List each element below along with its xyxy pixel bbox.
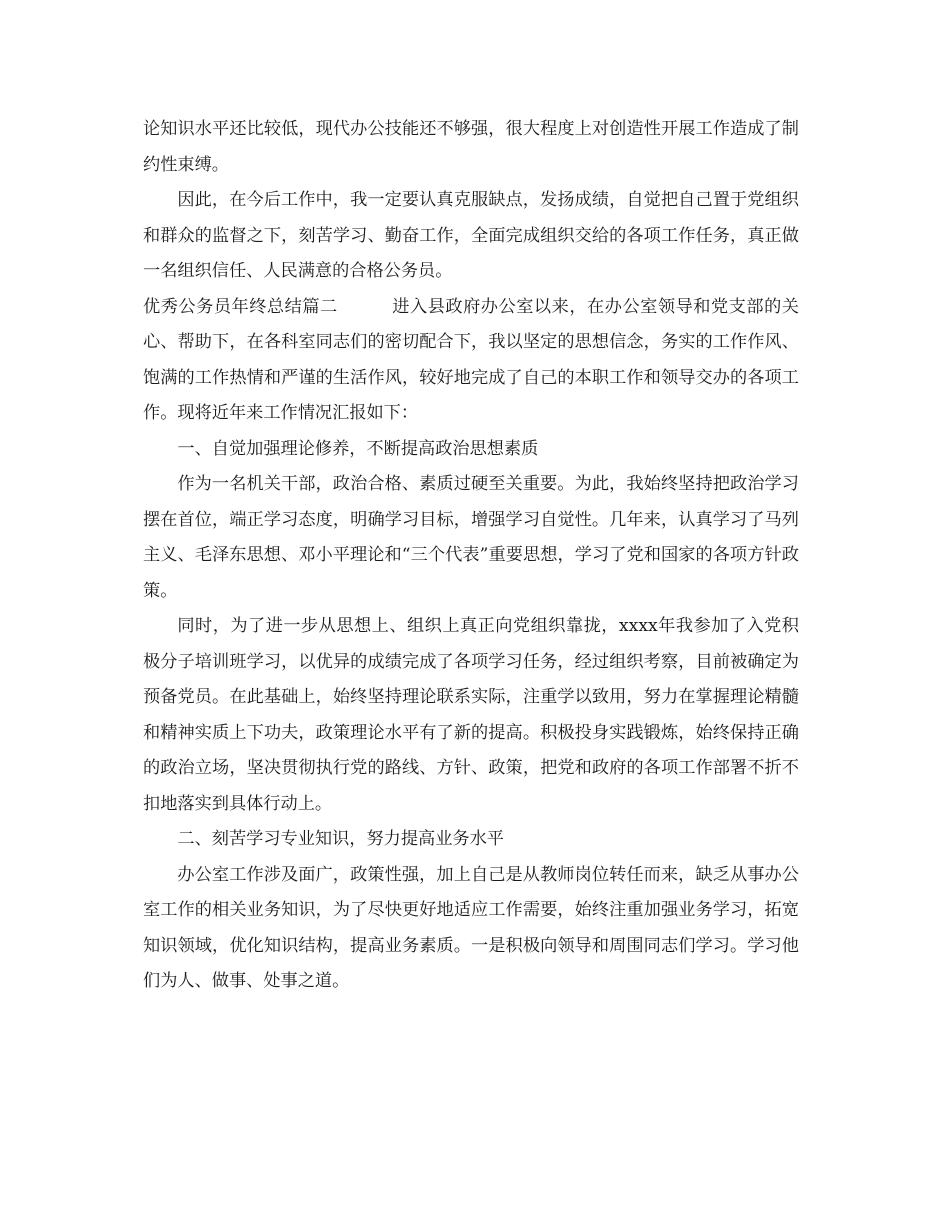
paragraph-continuation: 论知识水平还比较低，现代办公技能还不够强，很大程度上对创造性开展工作造成了制约性束缚。 — [143, 119, 799, 175]
section-title-line — [143, 290, 799, 432]
section-intro: 进入县政府办公室以来，在办公室领导和党支部的关心、帮助下，在各科室同志们的密切配合下，我以坚定的思想信念，务实的工作作风、饱满的工作热情和严谨的生活作风，较好地完成了自己的本职工作和领导交办的各项工作。现将近年来工作情况汇报如下： — [143, 296, 799, 423]
paragraph-conclusion: 因此，在今后工作中，我一定要认真克服缺点，发扬成绩，自觉把自己置于党组织和群众的监督之下，刻苦学习、勤奋工作，全面完成组织交给的各项工作任务，真正做一名组织信任、人民满意的合格公务员。 — [143, 190, 799, 281]
heading-one: 一、自觉加强理论修养，不断提高政治思想素质 — [177, 438, 539, 459]
document-body — [143, 112, 799, 1000]
paragraph-party-training: 同时，为了进一步从思想上、组织上真正向党组织靠拢，xxxx年我参加了入党积极分子培训班学习，以优异的成绩完成了各项学习任务，经过组织考察，目前被确定为预备党员。在此基础上，始终坚持理论联系实际，注重学以致用，努力在掌握理论精髓和精神实质上下功夫，政策理论水平有了新的提高。积极投身实践锻炼，始终保持正确的政治立场，坚决贯彻执行党的路线、方针、政策，把党和政府的各项工作部署不折不扣地落实到具体行动上。 — [143, 616, 799, 814]
paragraph-professional-study: 办公室工作涉及面广，政策性强，加上自己是从教师岗位转任而来，缺乏从事办公室工作的相关业务知识，为了尽快更好地适应工作需要，始终注重加强业务学习，拓宽知识领域，优化知识结构，提高业务素质。一是积极向领导和周围同志们学习。学习他们为人、做事、处事之道。 — [143, 864, 799, 991]
section-title: 优秀公务员年终总结篇二 — [143, 296, 338, 317]
heading-two: 二、刻苦学习专业知识，努力提高业务水平 — [177, 829, 504, 849]
paragraph-political-study: 作为一名机关干部，政治合格、素质过硬至关重要。为此，我始终坚持把政治学习摆在首位，端正学习态度，明确学习目标，增强学习自觉性。几年来，认真学习了马列主义、毛泽东思想、邓小平理论和“三个代表”重要思想，学习了党和国家的各项方针政策。 — [143, 474, 799, 601]
